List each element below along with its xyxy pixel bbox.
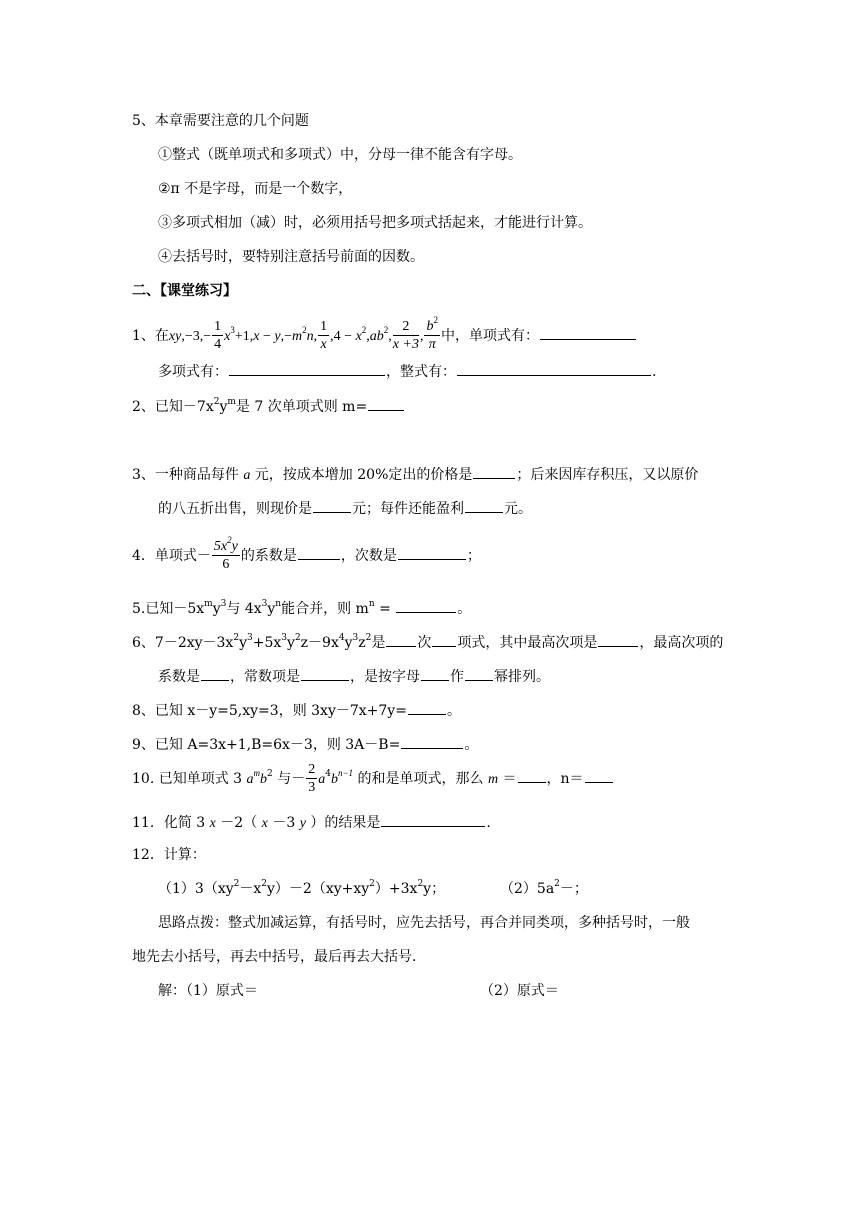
q1-expr-i-exp: 2 — [302, 325, 307, 336]
q5-text-f: = — [374, 601, 396, 617]
q10-exp-3: 4 — [325, 769, 331, 780]
q1-fraction-4 — [424, 315, 440, 352]
q5-exp-2: 3 — [220, 599, 227, 610]
q8-text-a: 8、已知 x－y=5,xy=3，则 3xy－7x+7y= — [132, 703, 407, 719]
q4-frac-num — [212, 535, 240, 556]
q1-fraction-2 — [318, 320, 329, 352]
q3-price-blank[interactable] — [473, 464, 515, 479]
q9-text-a: 9、已知 A=3x+1,B=6x－3，则 3A－B= — [132, 737, 401, 753]
hint-line-1: 思路点拨：整式加减运算，有括号时，应先去括号，再合并同类项，多种括号时，一般 — [158, 915, 690, 931]
q2-answer-blank[interactable] — [368, 396, 404, 411]
q2-text-c: 是 7 次单项式则 m= — [235, 399, 368, 415]
q9-text-b: 。 — [464, 737, 479, 753]
q1-expr-i: m — [292, 329, 303, 344]
q12-p1-exp-1: 2 — [233, 879, 240, 890]
q10-frac-den: 3 — [308, 780, 316, 795]
q5-text-d: y — [267, 601, 276, 617]
q6-text-g: z — [358, 635, 366, 651]
question-1-line-1 — [132, 316, 637, 357]
q6-text-k: ，最高次项的 — [639, 635, 724, 651]
q6-text-m: ，常数项是 — [230, 669, 300, 685]
q1-expr-m: x — [355, 329, 362, 344]
q1-expr-g: y — [274, 329, 281, 344]
q10-frac-num: 2 — [308, 762, 316, 777]
q12-p2-a: （2）5a — [500, 881, 555, 897]
solution-1-label: 解：（1）原式＝ — [158, 983, 258, 999]
q1-expr-a: xy — [168, 329, 182, 344]
q3-text-d: 的八五折出售，则现价是 — [158, 501, 312, 517]
q10-exp-2: 2 — [267, 769, 273, 780]
q6-exp-7: 2 — [365, 633, 372, 644]
q6-text-b: y — [239, 635, 247, 651]
q5-text-a: 5.已知－5x — [132, 601, 205, 617]
q12-p1-d: ）+3x — [374, 881, 418, 897]
q11-var-2: x — [261, 816, 268, 831]
q11-answer-blank[interactable] — [381, 812, 485, 827]
note-1: ①整式（既单项式和多项式）中，分母一律不能含有字母。 — [158, 147, 522, 163]
q1-fraction-1 — [212, 320, 223, 352]
q3-text-b: 元，按成本增加 20%定出的价格是 — [250, 467, 473, 483]
q4-text-b: 的系数是 — [240, 548, 297, 564]
q10-fraction — [306, 763, 317, 795]
q10-text-e: ，n＝ — [546, 771, 584, 787]
q5-answer-blank[interactable] — [396, 598, 456, 613]
q11-text-c: －3 — [267, 815, 300, 831]
q6-text-i: 次 — [417, 635, 432, 651]
q6-exp-3: 3 — [281, 633, 288, 644]
q10-exp-4: n−1 — [337, 768, 354, 779]
q4-frac-den: 6 — [222, 557, 230, 572]
question-12-title: 12．计算： — [132, 847, 206, 863]
q1-monomial-blank[interactable] — [540, 325, 636, 340]
q1-expr-c-exp: 3 — [230, 325, 235, 336]
q10-n-blank[interactable] — [585, 768, 613, 783]
q12-p1-c: y）－2（xy+xy — [267, 881, 370, 897]
q1-frac4-den: π — [428, 337, 436, 352]
q1-expr-o-exp: 2 — [383, 325, 389, 336]
q11-var-3: y — [299, 816, 306, 831]
q4-text-c: ，次数是 — [340, 548, 397, 564]
q1-frac4-num-exp: 2 — [433, 315, 438, 326]
q10-exp-1: m — [253, 768, 261, 779]
q5-exp-5: n — [368, 599, 375, 610]
q6-constant-blank[interactable] — [301, 666, 349, 681]
note-2: ②π 不是字母，而是一个数字， — [158, 181, 353, 197]
q3-profit-blank[interactable] — [465, 498, 503, 513]
q10-m-blank[interactable] — [518, 768, 546, 783]
q12-p1-exp-4: 2 — [417, 879, 424, 890]
q6-text-a: 6、7－2xy－3x — [132, 635, 234, 651]
question-2 — [132, 396, 405, 416]
q3-text-c: ；后来因库存积压，又以原价 — [516, 467, 699, 483]
q1-line2-end: . — [652, 364, 657, 380]
q1-expr-q: , — [419, 329, 424, 344]
q6-text-c: +5x — [252, 635, 282, 651]
q11-text-b: －2（ — [215, 815, 262, 831]
q1-expr-b: ,−3,− — [181, 329, 212, 344]
q5-text-b: y — [212, 601, 221, 617]
q6-exp-1: 2 — [233, 633, 240, 644]
q1-frac3-num: 2 — [393, 320, 419, 336]
question-8 — [132, 700, 461, 720]
solution-2-label: （2）原式＝ — [480, 983, 559, 999]
section-title: 二、【课堂练习】 — [132, 283, 237, 299]
q4-num-a: 5x — [213, 539, 228, 554]
q5-text-c: 与 4x — [226, 601, 262, 617]
q6-degree-blank[interactable] — [386, 632, 416, 647]
q4-coefficient-blank[interactable] — [298, 545, 340, 560]
q10-text-b: 与－ — [272, 771, 306, 787]
q1-expr-o: ab — [369, 329, 384, 344]
q12-p1-exp-2: 2 — [261, 879, 267, 890]
q6-text-n: ，是按字母 — [350, 669, 420, 685]
q11-var-1: x — [209, 816, 216, 831]
q1-frac1-num: 1 — [214, 319, 222, 334]
question-4 — [132, 534, 481, 578]
question-9 — [132, 734, 478, 754]
q1-line2-a: 多项式有： — [158, 364, 228, 380]
q6-exp-4: 2 — [294, 633, 301, 644]
q1-frac1-den: 4 — [214, 337, 222, 352]
q6-order-blank[interactable] — [465, 666, 493, 681]
q3-text-f: 元。 — [504, 501, 532, 517]
q11-text-a: 11．化简 3 — [132, 815, 210, 831]
q3-text-e: 元；每件还能盈利 — [352, 501, 464, 517]
q1-line2-b: ，整式有： — [386, 364, 456, 380]
q6-exp-6: 3 — [352, 633, 359, 644]
q6-text-l: 系数是 — [158, 669, 200, 685]
q4-num-exp: 2 — [227, 535, 232, 546]
q12-p1-exp-3: 2 — [369, 879, 375, 890]
q1-expr-k: , — [313, 329, 318, 344]
q4-fraction — [212, 535, 240, 572]
q10-text-a: 10. 已知单项式 3 — [132, 771, 247, 787]
q4-text-a: 4．单项式－ — [132, 548, 211, 564]
q9-answer-blank[interactable] — [401, 734, 463, 749]
q1-frac3-den: x +3 — [392, 337, 419, 352]
q10-text-d: ＝ — [498, 771, 517, 787]
q1-expr-l: ,4 − — [330, 329, 356, 344]
q10-var-3: a — [318, 772, 326, 787]
q11-text-e: . — [486, 815, 491, 831]
q1-expr-d: +1, — [234, 329, 254, 344]
hint-line-2: 地先去小括号，再去中括号，最后再去大括号． — [132, 949, 426, 965]
q6-exp-2: 3 — [247, 633, 253, 644]
q1-prefix: 1、在 — [132, 328, 169, 344]
q5-exp-4: n — [275, 599, 282, 610]
question-10 — [132, 758, 614, 801]
question-11 — [132, 812, 491, 833]
q1-frac2-num: 1 — [320, 319, 328, 334]
q6-text-d: y — [287, 635, 295, 651]
q5-exp-1: m — [204, 599, 213, 610]
q3-current-price-blank[interactable] — [313, 498, 351, 513]
q10-var-5: m — [487, 772, 499, 787]
question-5 — [132, 598, 471, 618]
question-3-line-2 — [158, 498, 532, 518]
question-1-line-2 — [158, 361, 656, 381]
q1-frac4-num-base: b — [426, 319, 434, 334]
q6-text-o: 作 — [450, 669, 464, 685]
q1-integral-blank[interactable] — [457, 361, 651, 376]
question-12-part-2 — [500, 880, 588, 898]
q1-expr-n: , — [366, 329, 370, 344]
q3-text-a: 3、一种商品每件 — [132, 467, 244, 483]
q5-text-e: 能合并，则 m — [281, 601, 369, 617]
notes-heading: 5、本章需要注意的几个问题 — [132, 113, 309, 129]
q6-text-j: 项式，其中最高次项是 — [457, 635, 598, 651]
q10-var-2: b — [260, 772, 268, 787]
q12-p1-f: y； — [423, 881, 446, 897]
q12-p1-a: （1）3（xy — [158, 881, 234, 897]
note-3: ③多项式相加（减）时，必须用括号把多项式括起来，才能进行计算。 — [158, 215, 592, 231]
q6-highest-term-blank[interactable] — [598, 632, 638, 647]
q5-text-g: 。 — [457, 601, 472, 617]
q1-polynomial-blank[interactable] — [229, 361, 385, 376]
q10-text-c: 的和是单项式，那么 — [353, 771, 488, 787]
q10-var-4: b — [330, 772, 338, 787]
q6-text-h: 是 — [371, 635, 386, 651]
q11-text-d: ）的结果是 — [305, 815, 381, 831]
q1-frac4-num — [424, 315, 440, 336]
q2-exp-1: 2 — [213, 397, 220, 408]
q1-suffix: 中，单项式有： — [440, 328, 539, 344]
q6-text-f: y — [344, 635, 353, 651]
question-3-line-1 — [132, 464, 698, 485]
q8-text-b: 。 — [446, 703, 461, 719]
question-12-part-1 — [158, 880, 445, 898]
q6-coefficient-blank[interactable] — [201, 666, 229, 681]
note-4: ④去括号时，要特别注意括号前面的因数。 — [158, 249, 424, 265]
q1-expr-m-exp: 2 — [361, 325, 367, 336]
q6-text-p: 幂排列。 — [494, 669, 550, 685]
question-6-line-2 — [158, 666, 550, 686]
q2-text-a: 2、已知－7x — [132, 399, 214, 415]
q5-exp-3: 3 — [261, 599, 268, 610]
q2-text-b: y — [219, 399, 228, 415]
q6-exp-5: 4 — [338, 633, 345, 644]
q3-var-a: a — [243, 468, 251, 483]
q1-expr-f: − — [259, 329, 275, 344]
q1-expr-p: , — [388, 329, 392, 344]
q12-p2-b: －； — [559, 881, 588, 897]
q1-fraction-3 — [393, 320, 419, 352]
q1-frac2-den: x — [320, 337, 327, 352]
q6-letter-blank[interactable] — [421, 666, 449, 681]
question-6-line-1 — [132, 632, 723, 652]
q1-expr-h: ,− — [280, 329, 293, 344]
q10-var-1: a — [246, 772, 254, 787]
q1-expr-c: x — [224, 329, 231, 344]
q2-exp-2: m — [227, 397, 236, 408]
q6-text-e: z－9x — [300, 635, 339, 651]
q1-expr-e: x — [253, 329, 260, 344]
q4-num-b: y — [231, 539, 238, 554]
q8-answer-blank[interactable] — [408, 700, 446, 715]
q12-p2-exp: 2 — [554, 879, 560, 890]
q1-expr-j: n — [306, 329, 314, 344]
q4-text-d: ； — [466, 548, 481, 564]
q12-p1-b: －x — [239, 881, 262, 897]
q4-degree-blank[interactable] — [398, 545, 466, 560]
q6-terms-blank[interactable] — [432, 632, 456, 647]
